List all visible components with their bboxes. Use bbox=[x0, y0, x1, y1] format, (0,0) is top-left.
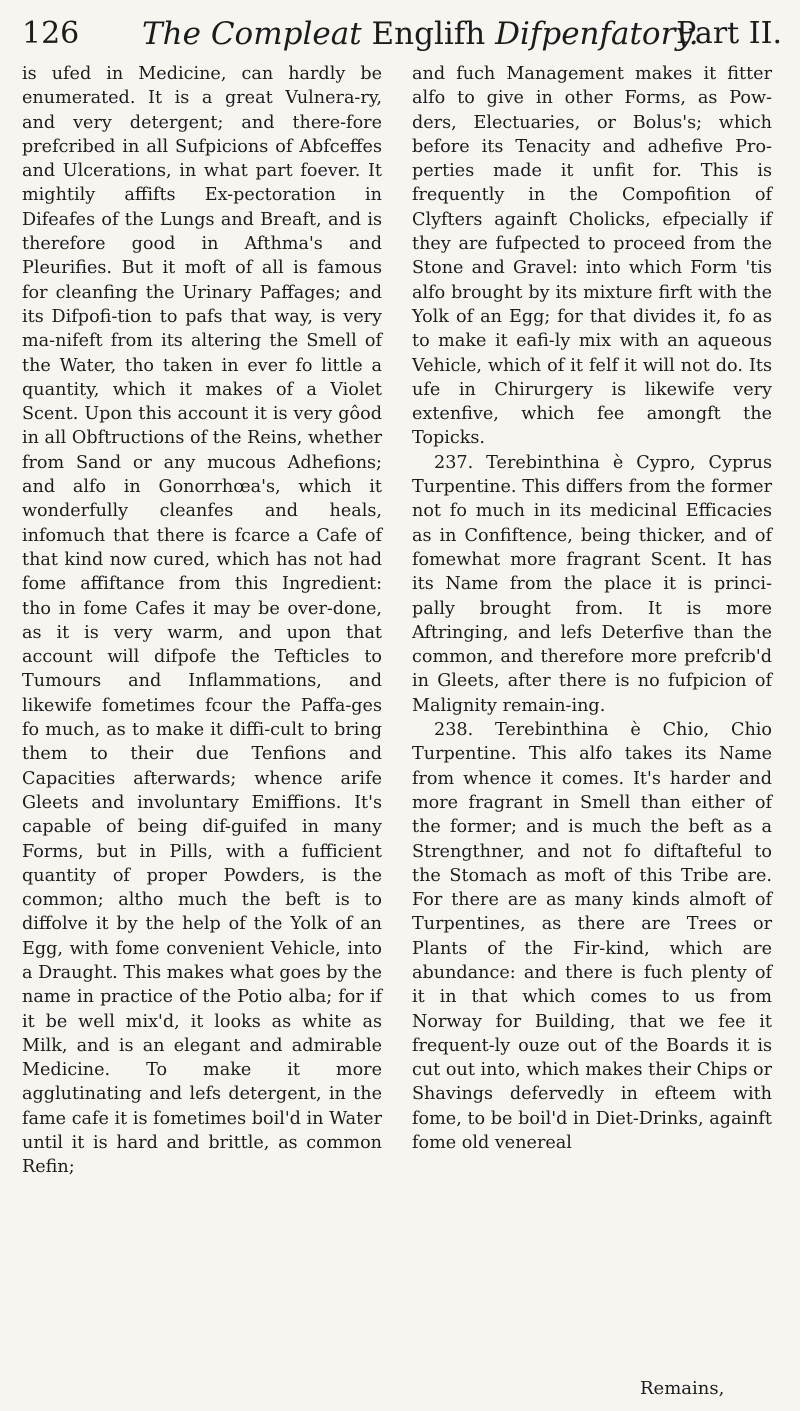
entry-237: 237. Terebinthina è Cypro, Cyprus Turpentine. This differs from the former not fo much in its medicinal Efficacies as in Confiftence, being thicker, and of fomewhat more fragrant Scent. It has its Name from the place it is princi-pally brought from. It is more Aftringing, and lefs Deterfive than the common, and therefore more prefcrib'd in Gleets, after there is no fufpicion of Malignity remain-ing. bbox=[412, 452, 772, 716]
page-number: 126 bbox=[22, 16, 80, 51]
right-paragraph-1: and fuch Management makes it fitter alfo to give in other Forms, as Pow-ders, Electuaries, or Bolus's; which before its Tenacity and adhefive Pro-perties made it unfit for. This is frequently in the Compofition of Clyfters againft Cholicks, efpecially if they are fufpected to proceed from the Stone and Gravel: into which Form 'tis alfo brought by its mixture firft with the Yolk of an Egg; for that divides it, fo as to make it eafi-ly mix with an aqueous Vehicle, which of it felf it will not do. Its ufe in Chirurgery is likewife very extenfive, which fee amongft the Topicks. bbox=[412, 64, 772, 449]
left-paragraph: is ufed in Medicine, can hardly be enumerated. It is a great Vulnera-ry, and very detergent; and there-fore prefcribed in all Sufpicions of Abfceffes and Ulcerations, in what part foever. It mightily affifts Ex-pectoration in Difeafes of the Lungs and Breaft, and is therefore good in Afthma's and Pleurifies. But it moft of all is famous for cleanfing the Urinary Paffages; and its Difpofi-tion to pafs that way, is very ma-nifeft from its altering the Smell of the Water, tho taken in ever fo little a quantity, which it makes of a Violet Scent. Upon this account it is very gôod in all Obftructions of the Reins, whether from Sand or any mucous Adhefions; and alfo in Gonorrhœa's, which it wonderfully cleanfes and heals, infomuch that there is fcarce a Cafe of that kind now cured, which has not had fome affiftance from this Ingredient: tho in fome Cafes it may be over-done, as it is very warm, and upon that account will difpofe the Tefticles to Tumours and Inflammations, and likewife fometimes fcour the Paffa-ges fo much, as to make it diffi-cult to bring them to their due Tenfions and Capacities afterwards; whence arife Gleets and involuntary Emiffions. It's capable of being dif-guifed in many Forms, but in Pills, with a fufficient quantity of proper Powders, is the common; altho much the beft is to diffolve it by the help of the Yolk of an Egg, with fome convenient Vehicle, into a Draught. This makes what goes by the name in practice of the Potio alba; for if it be well mix'd, it looks as white as Milk, and is an elegant and admirable Medicine. To make it more agglutinating and lefs detergent, in the fame cafe it is fometimes boil'd in Water until it is hard and brittle, as common Refin; bbox=[22, 64, 382, 1178]
running-title bbox=[142, 12, 699, 56]
title-part-italic: The Compleat bbox=[142, 16, 362, 52]
running-header bbox=[22, 12, 782, 56]
right-column bbox=[412, 62, 772, 1155]
part-label: Part II. bbox=[676, 16, 782, 51]
title-part-italic-2: Difpenfatory. bbox=[495, 16, 699, 52]
left-column bbox=[22, 62, 382, 1180]
title-part-roman: Englifh bbox=[371, 16, 486, 52]
catchword: Remains, bbox=[640, 1378, 725, 1399]
entry-238: 238. Terebinthina è Chio, Chio Turpentine. This alfo takes its Name from whence it comes. It's harder and more fragrant in Smell than either of the former; and is much the beft as a Strengthner, and not fo diftafteful to the Stomach as moft of this Tribe are. For there are as many kinds almoft of Turpentines, as there are Trees or Plants of the Fir-kind, which are abundance: and there is fuch plenty of it in that which comes to us from Norway for Building, that we fee it frequent-ly ouze out of the Boards it is cut out into, which makes their Chips or Shavings defervedly in efteem with fome, to be boil'd in Diet-Drinks, againft fome old venereal bbox=[412, 720, 772, 1154]
